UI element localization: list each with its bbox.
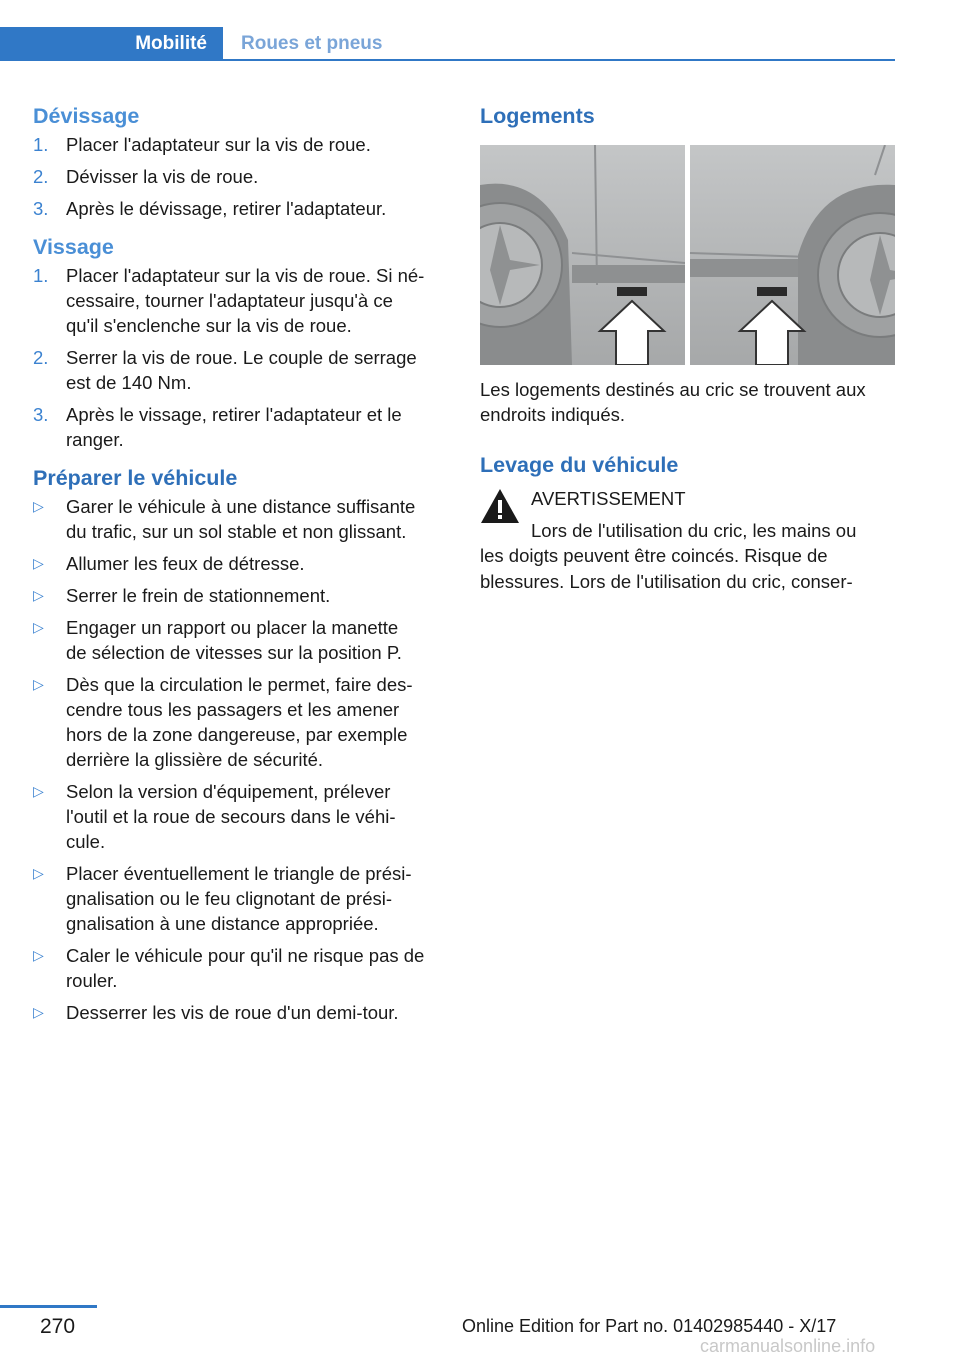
- warning-block: [480, 486, 898, 595]
- preparer-item: [33, 551, 451, 576]
- chapter-header: [0, 27, 895, 61]
- item-text-line: de sélection de vitesses sur la position P.: [66, 642, 402, 663]
- preparer-item: [33, 779, 451, 854]
- preparer-item: [33, 615, 451, 665]
- step-text-line: cessaire, tourner l'adaptateur jusqu'à ce: [66, 290, 393, 311]
- section-title-vissage: Vissage: [33, 235, 114, 259]
- step-number: 3.: [33, 198, 49, 219]
- triangle-bullet-icon: ▷: [33, 783, 44, 799]
- preparer-item: [33, 672, 451, 772]
- preparer-item: [33, 1000, 451, 1025]
- triangle-bullet-icon: ▷: [33, 865, 44, 881]
- item-text-line: du trafic, sur un sol stable et non glissant.: [66, 521, 407, 542]
- left-column: [33, 100, 451, 1032]
- jack-points-photo: [480, 145, 895, 365]
- header-rule: [223, 59, 895, 61]
- step-text-line: Serrer la vis de roue. Le couple de serrage: [66, 347, 417, 368]
- triangle-bullet-icon: ▷: [33, 498, 44, 514]
- tab-mobilite-label: Mobilité: [135, 33, 207, 54]
- item-text-line: Caler le véhicule pour qu'il ne risque pas de: [66, 945, 425, 966]
- footer-rule: [0, 1305, 97, 1308]
- step-text-line: Placer l'adaptateur sur la vis de roue. Si né-: [66, 265, 425, 286]
- step-number: 1.: [33, 134, 49, 155]
- vissage-step: [33, 263, 451, 338]
- tab-roues-label: Roues et pneus: [241, 33, 383, 54]
- section-title-devissage: Dévissage: [33, 104, 140, 128]
- item-text-line: cule.: [66, 831, 106, 852]
- item-text-line: hors de la zone dangereuse, par exemple: [66, 724, 408, 745]
- watermark: carmanualsonline.info: [700, 1336, 876, 1356]
- step-number: 2.: [33, 166, 49, 187]
- tab-mobilite[interactable]: [0, 27, 223, 61]
- preparer-items: [33, 494, 451, 1025]
- logements-line-2: endroits indiqués.: [480, 404, 626, 425]
- step-number: 1.: [33, 265, 49, 286]
- warning-label: AVERTISSEMENT: [531, 488, 686, 509]
- vissage-step: [33, 345, 451, 395]
- page-number: 270: [40, 1315, 76, 1338]
- item-text-line: l'outil et la roue de secours dans le véhi-: [66, 806, 396, 827]
- triangle-bullet-icon: ▷: [33, 555, 44, 571]
- edition-note: Online Edition for Part no. 01402985440 - X/17: [462, 1316, 837, 1336]
- item-text-line: rouler.: [66, 970, 118, 991]
- item-text-line: Garer le véhicule à une distance suffisante: [66, 496, 416, 517]
- preparer-item: [33, 583, 451, 608]
- tab-roues-et-pneus[interactable]: [223, 27, 895, 61]
- devissage-step: [33, 196, 451, 221]
- warning-line-3: blessures. Lors de l'utilisation du cric, conser-: [480, 571, 853, 592]
- devissage-steps: [33, 132, 451, 221]
- step-text-line: est de 140 Nm.: [66, 372, 192, 393]
- devissage-step: [33, 132, 451, 157]
- logements-text: [480, 377, 898, 427]
- item-text-line: derrière la glissière de sécurité.: [66, 749, 324, 770]
- step-text-line: Après le dévissage, retirer l'adaptateur.: [66, 198, 387, 219]
- section-title-logements: Logements: [480, 104, 595, 128]
- item-text-line: Serrer le frein de stationnement.: [66, 585, 331, 606]
- item-text-line: Allumer les feux de détresse.: [66, 553, 305, 574]
- vissage-steps: [33, 263, 451, 452]
- warning-triangle-icon: [480, 488, 520, 524]
- warning-line-2: les doigts peuvent être coincés. Risque de: [480, 545, 828, 566]
- item-text-line: Selon la version d'équipement, prélever: [66, 781, 391, 802]
- triangle-bullet-icon: ▷: [33, 587, 44, 603]
- item-text-line: cendre tous les passagers et les amener: [66, 699, 400, 720]
- step-text-line: qu'il s'enclenche sur la vis de roue.: [66, 315, 352, 336]
- item-text-line: Desserrer les vis de roue d'un demi-tour.: [66, 1002, 399, 1023]
- step-text-line: ranger.: [66, 429, 124, 450]
- item-text-line: gnalisation à une distance appropriée.: [66, 913, 379, 934]
- warning-first-line: Lors de l'utilisation du cric, les mains ou: [531, 520, 857, 541]
- step-text-line: Après le vissage, retirer l'adaptateur et le: [66, 404, 402, 425]
- vissage-step: [33, 402, 451, 452]
- right-column: [480, 100, 898, 595]
- step-number: 3.: [33, 404, 49, 425]
- item-text-line: gnalisation ou le feu clignotant de prési-: [66, 888, 393, 909]
- triangle-bullet-icon: ▷: [33, 947, 44, 963]
- step-number: 2.: [33, 347, 49, 368]
- triangle-bullet-icon: ▷: [33, 676, 44, 692]
- triangle-bullet-icon: ▷: [33, 1004, 44, 1020]
- step-text-line: Dévisser la vis de roue.: [66, 166, 259, 187]
- preparer-item: [33, 943, 451, 993]
- item-text-line: Engager un rapport ou placer la manette: [66, 617, 399, 638]
- triangle-bullet-icon: ▷: [33, 619, 44, 635]
- section-title-preparer: Préparer le véhicule: [33, 466, 238, 490]
- preparer-item: [33, 494, 451, 544]
- logements-line-1: Les logements destinés au cric se trouvent aux: [480, 379, 866, 400]
- item-text-line: Placer éventuellement le triangle de prési-: [66, 863, 412, 884]
- step-text-line: Placer l'adaptateur sur la vis de roue.: [66, 134, 371, 155]
- item-text-line: Dès que la circulation le permet, faire des-: [66, 674, 413, 695]
- preparer-item: [33, 861, 451, 936]
- devissage-step: [33, 164, 451, 189]
- section-title-levage: Levage du véhicule: [480, 453, 679, 477]
